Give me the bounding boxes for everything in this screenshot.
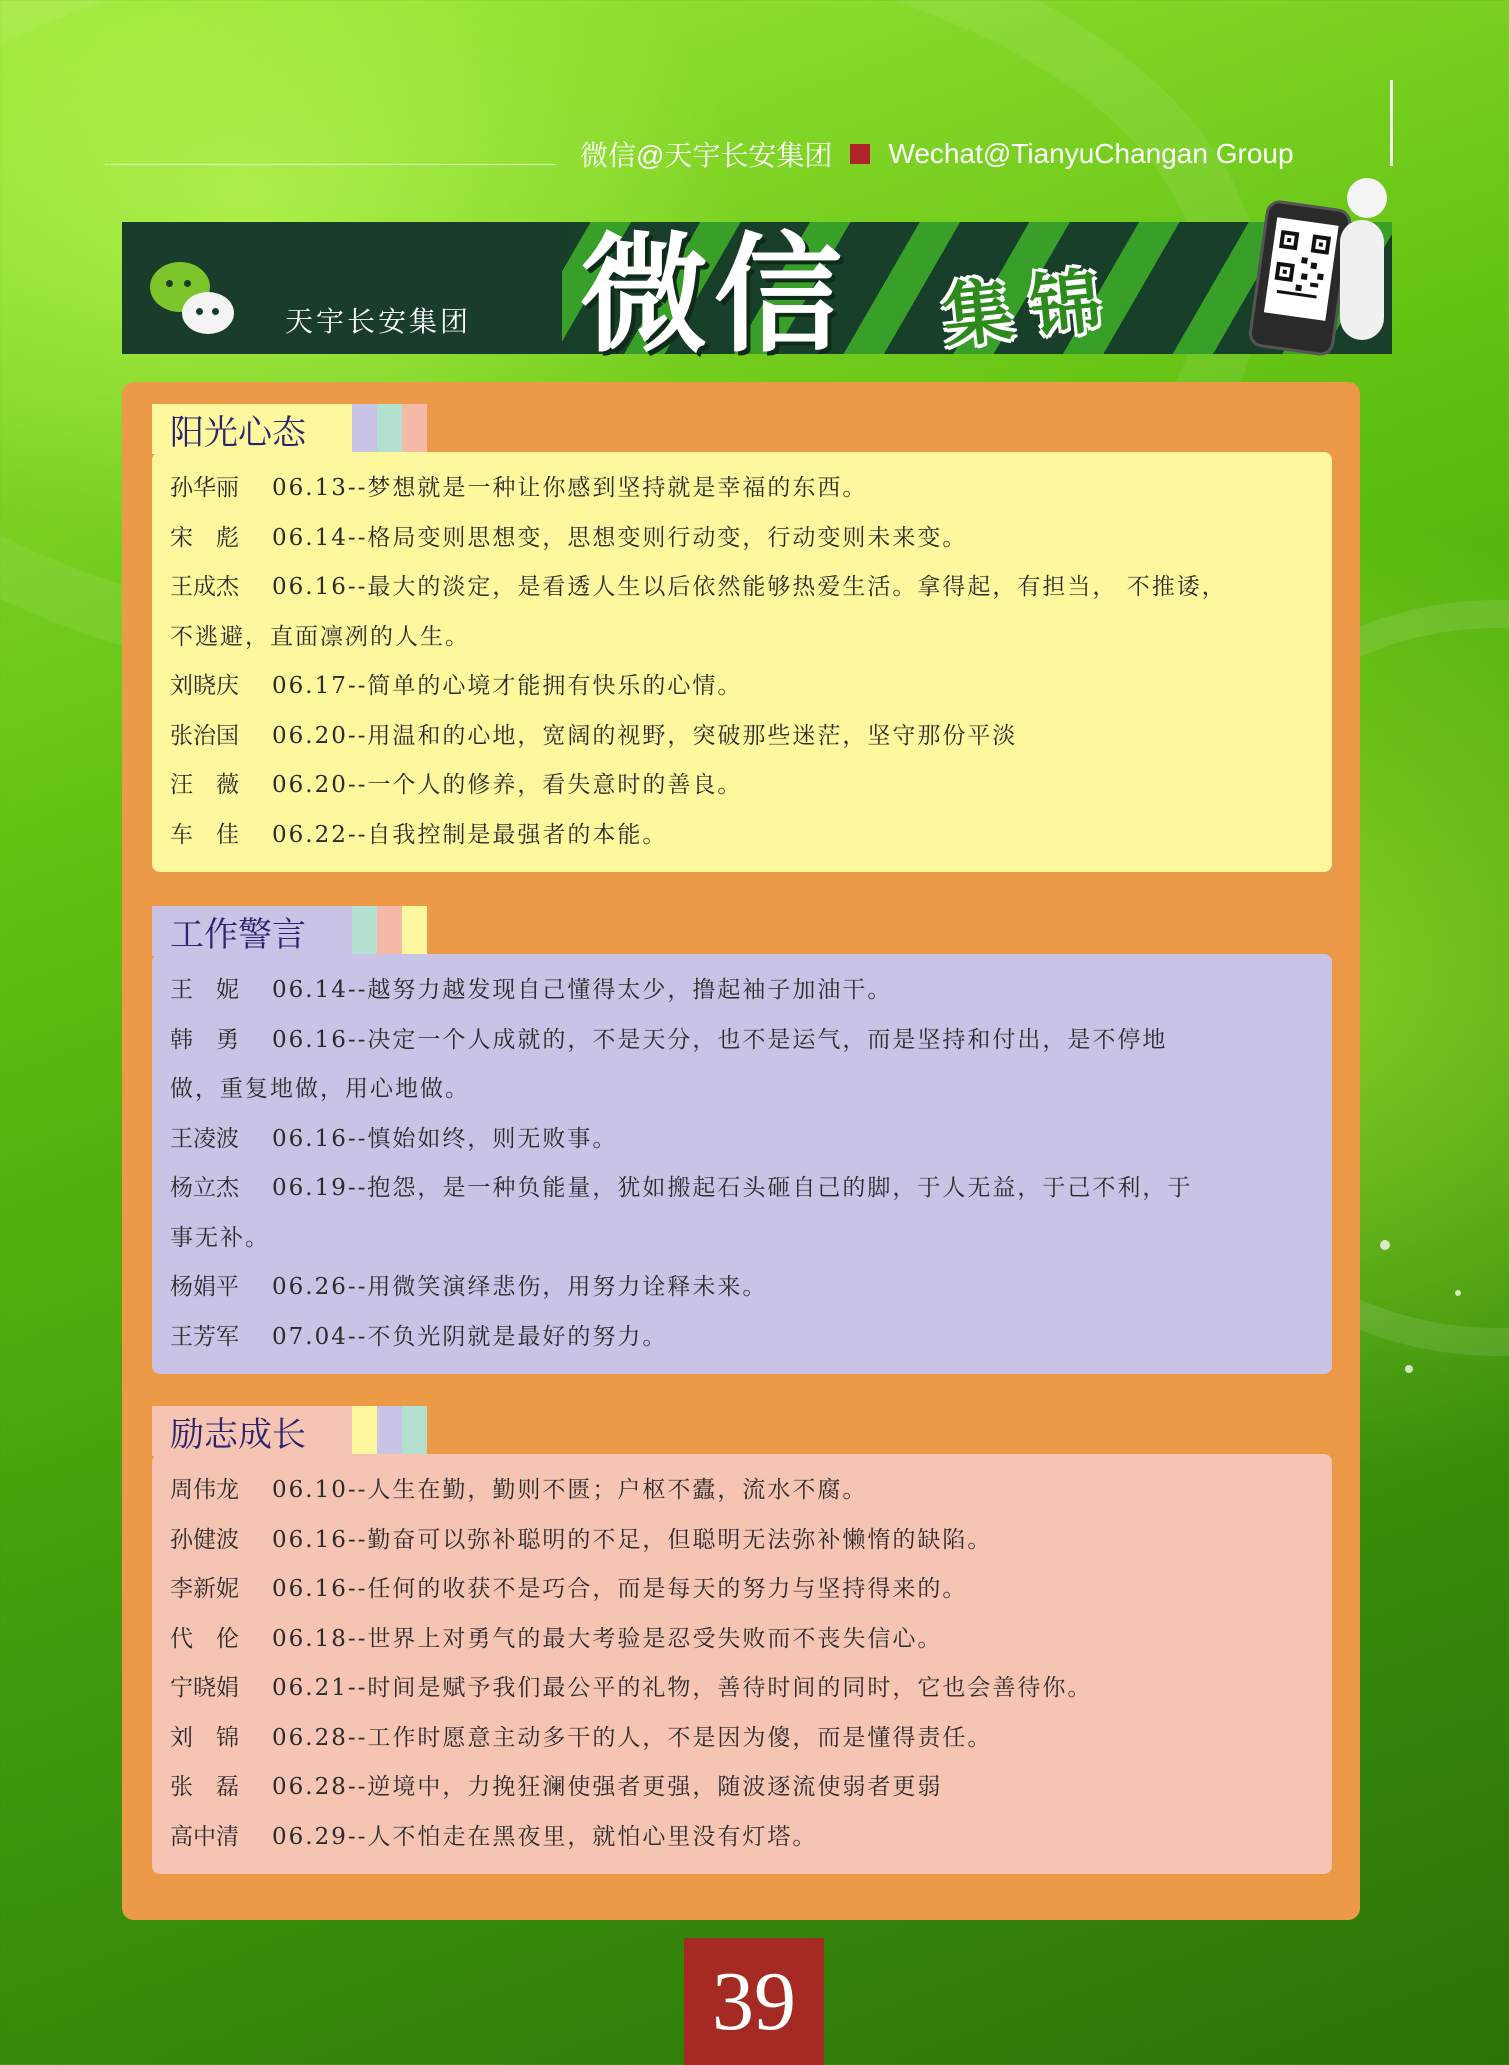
- entry-text: --越努力越发现自己懂得太少，撸起袖子加油干。: [347, 977, 893, 1003]
- wechat-account-en: Wechat@TianyuChangan Group: [888, 138, 1294, 169]
- entry-date: 06.14: [272, 524, 348, 551]
- entry-text: --格局变则思想变，思想变则行动变，行动变则未来变。: [347, 524, 968, 551]
- background-sparkle: [1405, 1365, 1413, 1373]
- quote-entry: [170, 1016, 1332, 1066]
- quote-panel: [152, 1454, 1332, 1874]
- entry-date: 06.19: [272, 1175, 348, 1201]
- quote-entry: [170, 1763, 1332, 1813]
- quote-entry: [170, 1516, 1332, 1566]
- entry-name: 刘晓庆: [170, 673, 239, 699]
- entry-text: --简单的心境才能拥有快乐的心情。: [347, 673, 743, 699]
- entry-date: 06.16: [272, 1526, 348, 1553]
- entry-text: --一个人的修养，看失意时的善良。: [347, 772, 743, 798]
- entry-date: 06.16: [272, 574, 348, 600]
- entry-name: 王成杰: [170, 574, 239, 600]
- entry-date: 06.10: [272, 1477, 348, 1503]
- content-card: [122, 382, 1360, 1920]
- entry-date: 06.28: [272, 1774, 348, 1800]
- entry-date: 06.16: [272, 1576, 348, 1602]
- page-title: 微信: [580, 221, 849, 370]
- quote-entry: [170, 1664, 1332, 1714]
- tab-strip: [352, 1406, 377, 1456]
- entry-text: --不负光阴就是最好的努力。: [347, 1323, 668, 1350]
- entry-text: --勤奋可以弥补聪明的不足，但聪明无法弥补懒惰的缺陷。: [347, 1526, 993, 1553]
- quote-entry: [170, 563, 1332, 613]
- quote-entry: [170, 662, 1332, 712]
- quote-entry: [170, 464, 1332, 514]
- entry-name: 杨娟平: [170, 1274, 239, 1300]
- entry-date: 07.04: [272, 1323, 348, 1350]
- background-sparkle: [1455, 1290, 1461, 1296]
- tab-strip: [402, 1406, 427, 1456]
- tab-strip: [352, 906, 377, 956]
- entry-text: --抱怨，是一种负能量，犹如搬起石头砸自己的脚，于人无益，于己不利，于: [347, 1175, 1193, 1201]
- section-title: 工作警言: [152, 906, 417, 956]
- entry-date: 06.16: [272, 1026, 348, 1053]
- page-number: 39: [684, 1938, 824, 2065]
- quote-entry: [170, 514, 1332, 564]
- entry-text: --最大的淡定，是看透人生以后依然能够热爱生活。拿得起，有担当， 不推诿，: [347, 574, 1227, 600]
- entry-text: --逆境中，力挽狂澜使强者更强，随波逐流使弱者更弱: [347, 1774, 943, 1800]
- entry-name: 高中清: [170, 1823, 239, 1850]
- entry-name: 孙华丽: [170, 475, 239, 501]
- entry-date: 06.22: [272, 821, 348, 848]
- entry-date: 06.29: [272, 1823, 348, 1850]
- entry-name: 王芳军: [170, 1323, 239, 1350]
- tab-strip: [352, 404, 377, 454]
- entry-name: 韩 勇: [170, 1026, 239, 1053]
- entry-continuation: 事无补。: [170, 1224, 270, 1251]
- section-inspiration-growth: [152, 1406, 1332, 1876]
- quote-entry: [170, 761, 1332, 811]
- entry-date: 06.18: [272, 1625, 348, 1652]
- section-title: 阳光心态: [152, 404, 417, 454]
- quote-entry: [170, 1565, 1332, 1615]
- entry-date: 06.20: [272, 722, 348, 749]
- entry-text: --梦想就是一种让你感到坚持就是幸福的东西。: [347, 475, 868, 501]
- entry-text: --时间是赋予我们最公平的礼物，善待时间的同时，它也会善待你。: [347, 1675, 1093, 1701]
- entry-continuation: 做，重复地做，用心地做。: [170, 1076, 470, 1102]
- quote-entry: [170, 1615, 1332, 1665]
- entry-date: 06.26: [272, 1274, 348, 1300]
- entry-name: 王 妮: [170, 977, 239, 1003]
- quote-entry: [170, 712, 1332, 762]
- quote-entry: [170, 1714, 1332, 1764]
- quote-panel: [152, 452, 1332, 872]
- quote-entry: [170, 1813, 1332, 1863]
- entry-date: 06.14: [272, 977, 348, 1003]
- section-work-motto: [152, 906, 1332, 1376]
- entry-name: 李新妮: [170, 1576, 239, 1602]
- entry-date: 06.20: [272, 772, 348, 798]
- section-title: 励志成长: [152, 1406, 417, 1456]
- entry-text: --人不怕走在黑夜里，就怕心里没有灯塔。: [347, 1823, 818, 1850]
- entry-date: 06.16: [272, 1125, 348, 1152]
- entry-text: --用微笑演绎悲伤，用努力诠释未来。: [347, 1274, 768, 1300]
- red-square-icon: [850, 144, 870, 164]
- entry-text: --任何的收获不是巧合，而是每天的努力与坚持得来的。: [347, 1576, 968, 1602]
- mascot-figure-icon: [1340, 220, 1384, 340]
- entry-name: 车 佳: [170, 821, 239, 848]
- company-name: 天宇长安集团: [285, 305, 472, 338]
- section-tab-strips: [352, 404, 427, 454]
- tab-strip: [377, 906, 402, 956]
- wechat-logo-icon: [182, 292, 234, 334]
- entry-name: 宋 彪: [170, 524, 239, 551]
- entry-name: 王凌波: [170, 1125, 239, 1152]
- entry-name: 汪 薇: [170, 772, 239, 798]
- entry-name: 周伟龙: [170, 1477, 239, 1503]
- entry-name: 杨立杰: [170, 1175, 239, 1201]
- entry-name: 刘 锦: [170, 1724, 239, 1751]
- entry-name: 孙健波: [170, 1526, 239, 1553]
- quote-entry: [170, 811, 1332, 861]
- entry-text: --工作时愿意主动多干的人，不是因为傻，而是懂得责任。: [347, 1724, 993, 1751]
- quote-entry: [170, 966, 1332, 1016]
- section-sunny-mindset: [152, 404, 1332, 874]
- entry-name: 张 磊: [170, 1774, 239, 1800]
- entry-name: 张治国: [170, 722, 239, 749]
- title-banner: [122, 221, 1392, 370]
- section-tab-strips: [352, 1406, 427, 1456]
- entry-text: --决定一个人成就的，不是天分，也不是运气，而是坚持和付出，是不停地: [347, 1026, 1168, 1053]
- wechat-account-cn: 微信@天宇长安集团: [580, 140, 833, 171]
- mascot-figure-icon: [1347, 178, 1387, 218]
- entry-name: 宁晓娟: [170, 1675, 239, 1701]
- entry-date: 06.28: [272, 1724, 348, 1751]
- entry-text: --人生在勤，勤则不匮；户枢不蠹，流水不腐。: [347, 1477, 868, 1503]
- entry-text: --自我控制是最强者的本能。: [347, 821, 668, 848]
- wechat-account-line: [580, 136, 1294, 172]
- quote-panel: [152, 954, 1332, 1374]
- quote-entry: [170, 1263, 1332, 1313]
- tab-strip: [402, 906, 427, 956]
- entry-text: --用温和的心地，宽阔的视野，突破那些迷茫，坚守那份平淡: [347, 722, 1018, 749]
- header-vertical-rule: [1390, 80, 1393, 166]
- entry-date: 06.17: [272, 673, 348, 699]
- quote-entry: [170, 1164, 1332, 1214]
- section-tab-strips: [352, 906, 427, 956]
- tab-strip: [402, 404, 427, 454]
- entry-name: 代 伦: [170, 1625, 239, 1652]
- quote-entry: [170, 1466, 1332, 1516]
- entry-date: 06.21: [272, 1675, 348, 1701]
- entry-text: --世界上对勇气的最大考验是忍受失败而不丧失信心。: [347, 1625, 943, 1652]
- tab-strip: [377, 1406, 402, 1456]
- entry-text: --慎始如终，则无败事。: [347, 1125, 618, 1152]
- quote-entry: [170, 1313, 1332, 1363]
- entry-date: 06.13: [272, 475, 348, 501]
- entry-continuation: 不逃避，直面凛冽的人生。: [170, 623, 470, 650]
- background-sparkle: [1380, 1240, 1390, 1250]
- qr-phone-icon: [1247, 199, 1353, 358]
- header-rule: [105, 164, 555, 165]
- page-subtitle: 集锦: [938, 257, 1123, 358]
- quote-entry: [170, 1115, 1332, 1165]
- tab-strip: [377, 404, 402, 454]
